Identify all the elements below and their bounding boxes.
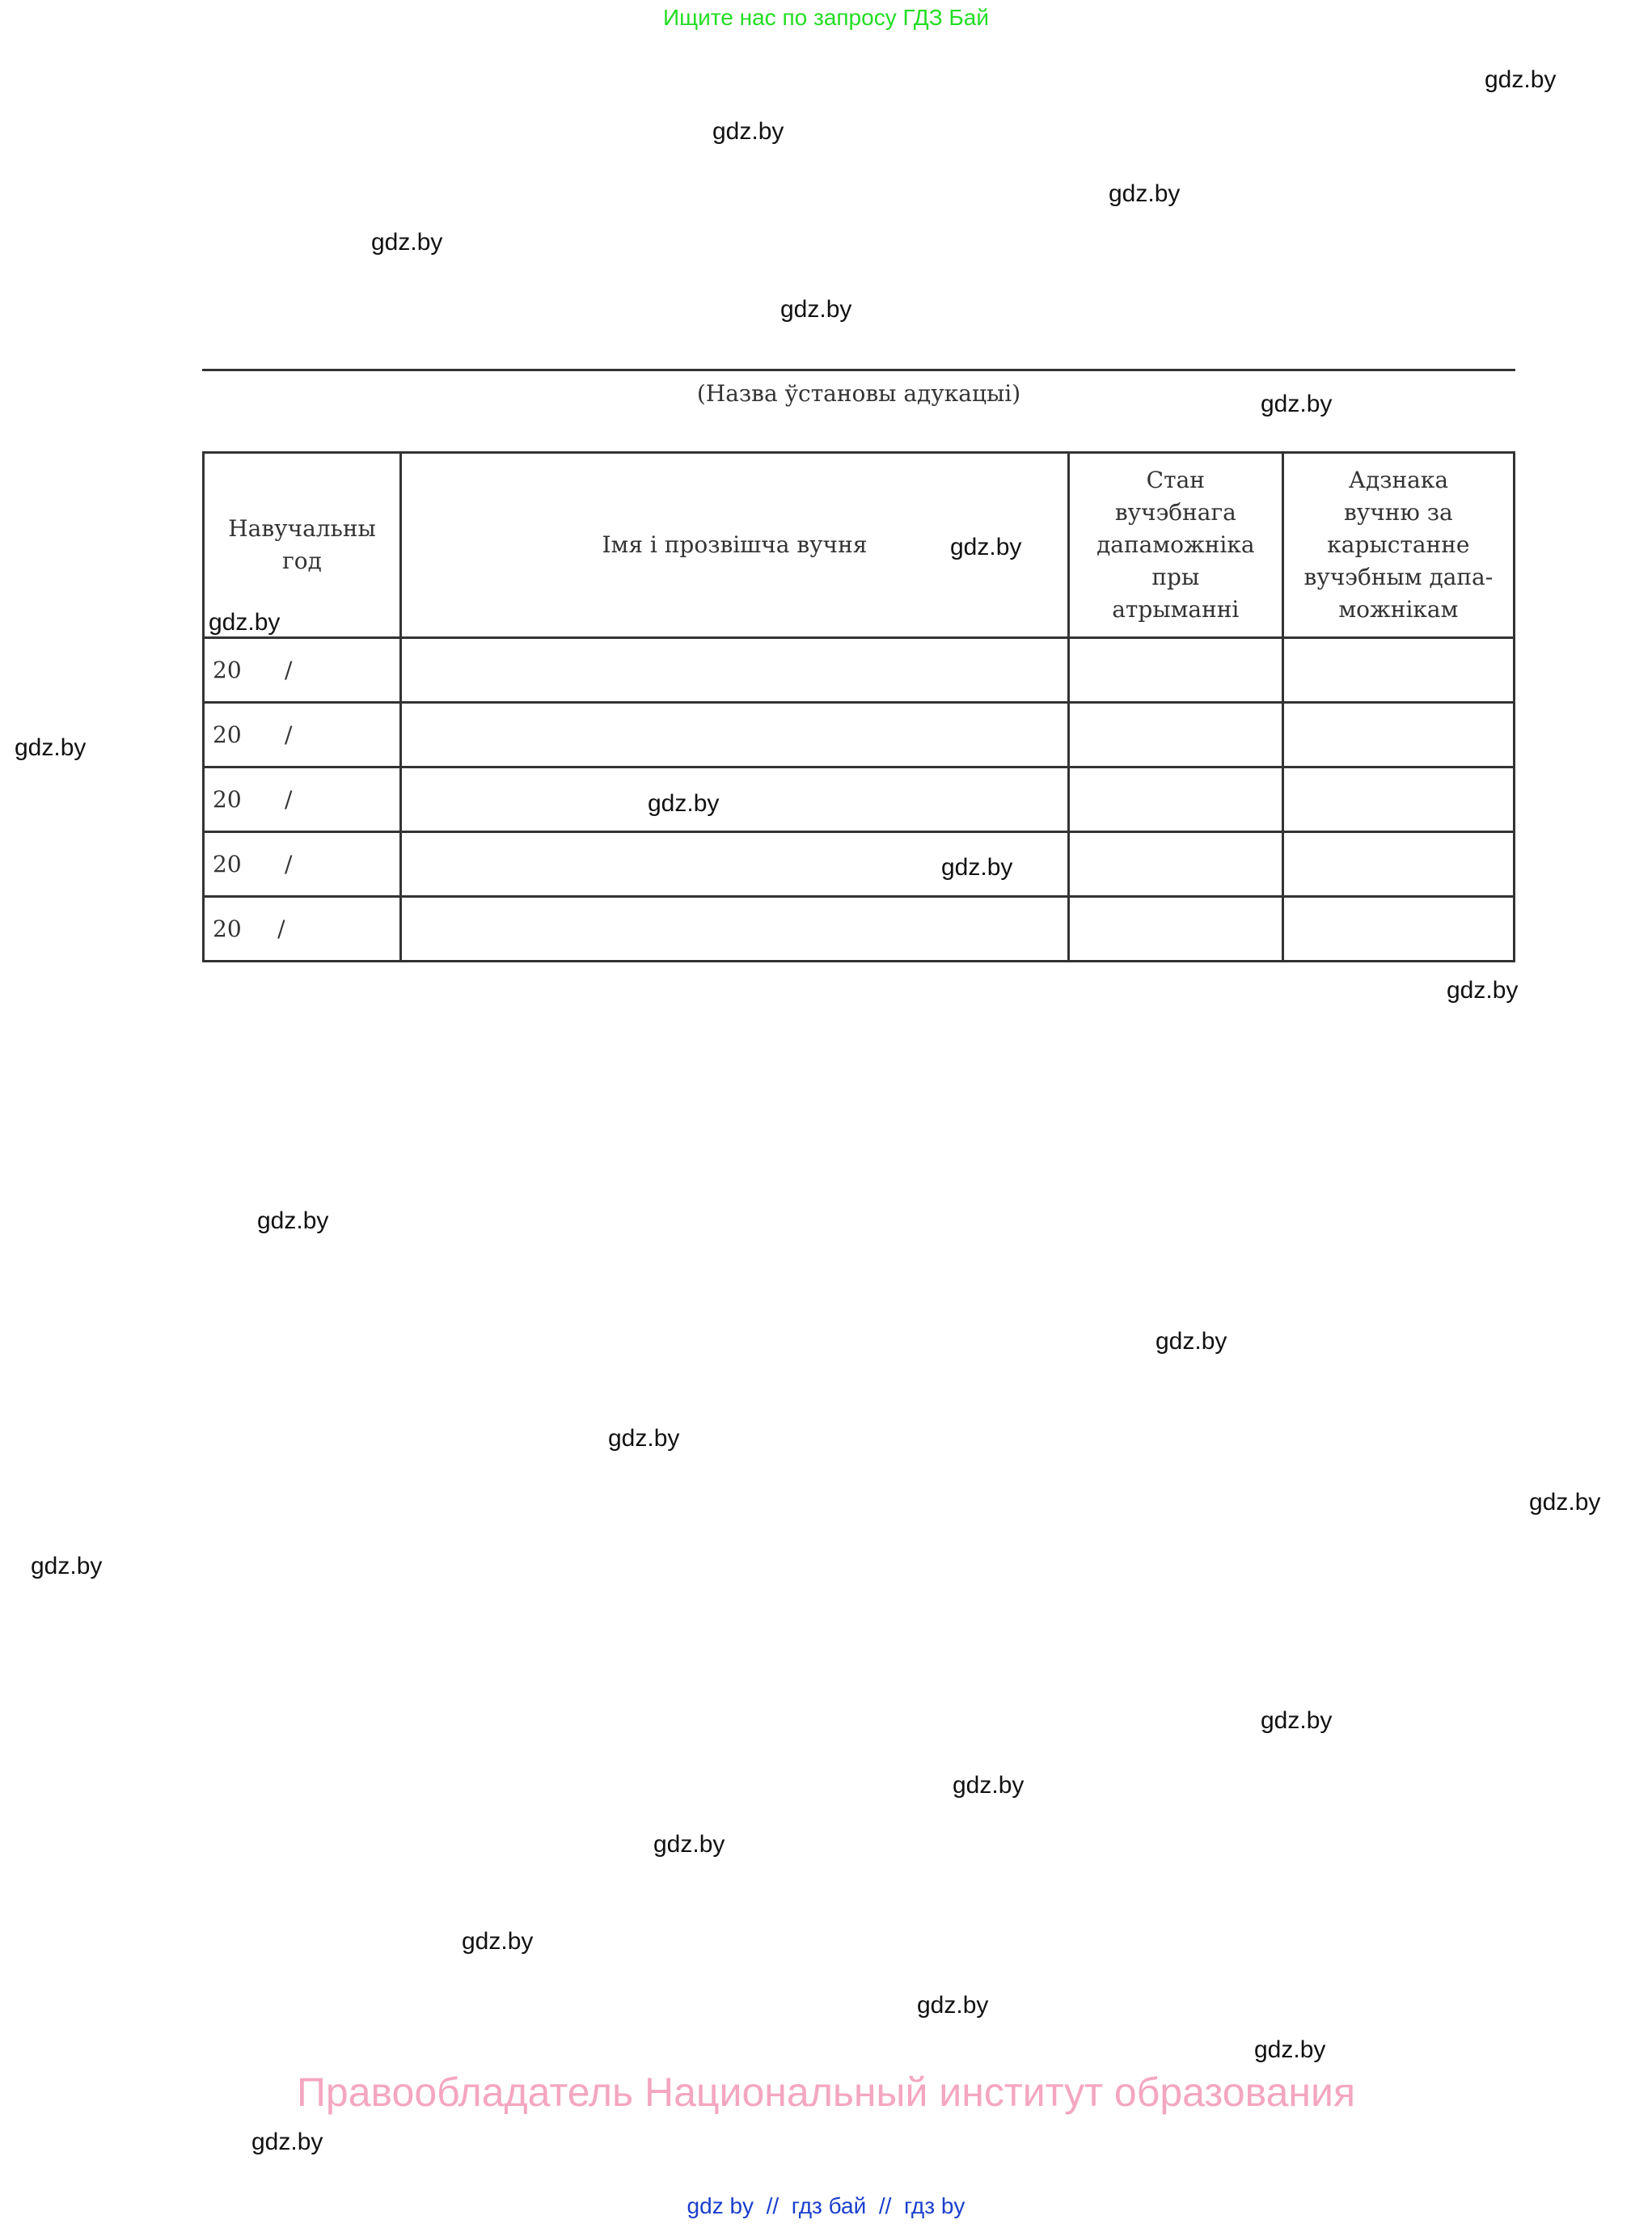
top-banner: Ищите нас по запросу ГДЗ Бай [662, 5, 990, 30]
watermark: gdz.by [608, 1425, 680, 1452]
grade-cell [1282, 703, 1514, 767]
watermark: gdz.by [1447, 977, 1519, 1004]
header-usage-grade: Адзнака вучню за карыстанне вучэбным дапа- можнікам [1282, 453, 1514, 638]
footer-link-gdz-by[interactable]: gdz by [687, 2193, 754, 2218]
watermark: gdz.by [653, 1831, 725, 1858]
watermark: gdz.by [209, 609, 281, 636]
copyright-notice: Правообладатель Национальный институт образования [296, 2070, 1356, 2115]
watermark: gdz.by [1529, 1489, 1601, 1516]
year-cell: 20 / [204, 638, 401, 703]
watermark: gdz.by [257, 1207, 329, 1234]
student-name-cell [401, 767, 1069, 832]
student-name-cell [401, 897, 1069, 962]
watermark: gdz.by [917, 1992, 989, 2019]
grade-cell [1282, 638, 1514, 703]
footer-separator: // [878, 2193, 892, 2218]
watermark: gdz.by [31, 1553, 103, 1579]
year-cell: 20 / [204, 897, 401, 962]
watermark: gdz.by [251, 2129, 323, 2155]
condition-cell [1068, 638, 1282, 703]
watermark: gdz.by [1261, 1707, 1333, 1734]
watermark: gdz.by [1156, 1328, 1227, 1355]
footer-link-gdz-by-cyr[interactable]: гдз by [903, 2193, 965, 2218]
grade-cell [1282, 832, 1514, 897]
watermark: gdz.by [1109, 180, 1181, 207]
watermark: gdz.by [648, 790, 720, 817]
watermark: gdz.by [712, 118, 784, 145]
watermark: gdz.by [780, 296, 852, 323]
year-cell: 20 / [204, 832, 401, 897]
watermark: gdz.by [1254, 2036, 1326, 2063]
watermark: gdz.by [1261, 391, 1333, 417]
watermark: gdz.by [371, 229, 443, 256]
grade-cell [1282, 767, 1514, 832]
watermark: gdz.by [950, 534, 1022, 560]
table-row [204, 897, 1515, 962]
student-name-cell [401, 638, 1069, 703]
institution-caption: (Назва ўстановы адукацыі) [696, 380, 1021, 407]
table-row [204, 767, 1515, 832]
year-cell: 20 / [204, 703, 401, 767]
table-row [204, 703, 1515, 767]
condition-cell [1068, 767, 1282, 832]
textbook-register-table [202, 451, 1515, 962]
watermark: gdz.by [953, 1772, 1025, 1799]
watermark: gdz.by [462, 1928, 534, 1955]
table-header-row [204, 453, 1515, 638]
footer-separator: // [766, 2193, 780, 2218]
watermark: gdz.by [15, 734, 87, 761]
institution-line [202, 369, 1515, 371]
condition-cell [1068, 703, 1282, 767]
condition-cell [1068, 832, 1282, 897]
header-student-name: Імя і прозвішча вучня [401, 453, 1069, 638]
table-row [204, 638, 1515, 703]
grade-cell [1282, 897, 1514, 962]
condition-cell [1068, 897, 1282, 962]
footer-link-gdz-bai[interactable]: гдз бай [791, 2193, 867, 2218]
watermark: gdz.by [941, 854, 1013, 881]
header-condition-on-receipt: Стан вучэбнага дапаможніка пры атрыманні [1068, 453, 1282, 638]
header-school-year: Навучальны год [204, 453, 401, 638]
footer-links [0, 2193, 1652, 2219]
watermark: gdz.by [1485, 66, 1557, 93]
student-name-cell [401, 703, 1069, 767]
year-cell: 20 / [204, 767, 401, 832]
table-row [204, 832, 1515, 897]
